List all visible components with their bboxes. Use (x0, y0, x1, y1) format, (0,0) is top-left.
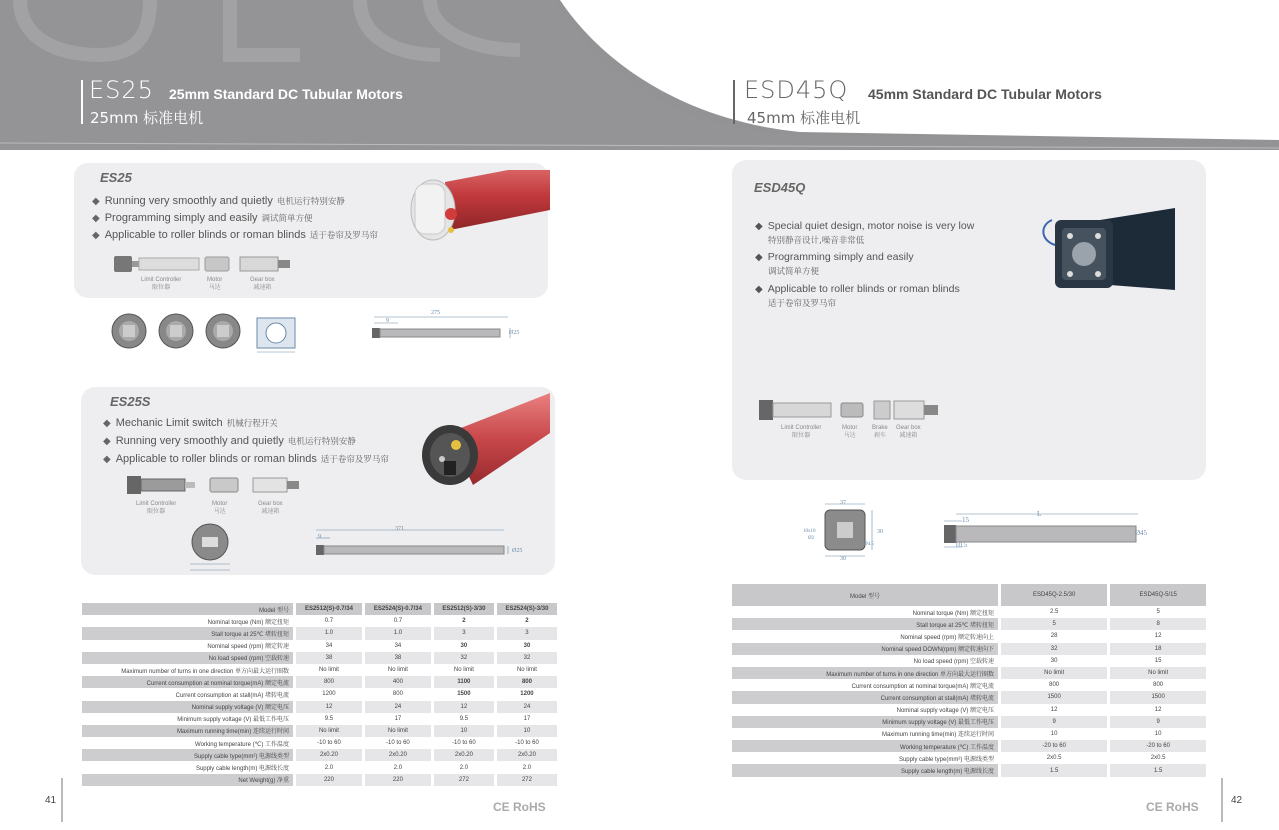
table-cell: 34 (365, 640, 431, 652)
table-cell: 272 (497, 774, 557, 786)
table-cell: 10 (497, 725, 557, 737)
table-cell: -10 to 60 (365, 737, 431, 749)
table-cell: 38 (296, 652, 362, 664)
es25-dimension-drawing (368, 308, 528, 353)
part-label: Motor 马达 (842, 425, 858, 439)
table-cell: 2x0.20 (497, 749, 557, 761)
table-cell: No limit (365, 664, 431, 676)
table-cell: 9.5 (296, 713, 362, 725)
table-header-model: ESD45Q-2.5/30 (1001, 584, 1107, 606)
table-cell: No limit (296, 725, 362, 737)
table-row (732, 667, 1206, 679)
table-cell: -20 to 60 (1001, 740, 1107, 752)
table-row (732, 752, 1206, 764)
page-divider (1221, 778, 1223, 822)
es25-end-views (105, 308, 305, 356)
table-cell: 800 (365, 688, 431, 700)
dim-diameter: Ø25 (509, 330, 520, 336)
table-cell: 30 (434, 640, 494, 652)
table-row-label: Minimum supply voltage (V) 最低工作电压 (82, 713, 293, 725)
feature-item: ◆ Applicable to roller blinds or roman blinds 适于卷帘及罗马帘 (103, 453, 389, 465)
table-row-label: Nominal torque (Nm) 额定扭矩 (82, 615, 293, 627)
table-cell: No limit (434, 664, 494, 676)
table-cell: 32 (497, 652, 557, 664)
rohs-mark: CE RoHS (493, 800, 546, 814)
table-cell: 1.5 (1110, 764, 1206, 776)
dim-offset: 9 (386, 318, 389, 324)
dim-length: 275 (431, 310, 440, 316)
table-row-label: Maximum number of turns in one direction 单方向最大运行圈数 (82, 664, 293, 676)
dim-bottom: 30 (840, 556, 846, 562)
table-cell: 17 (365, 713, 431, 725)
table-row-label: No load speed (rpm) 空载转速 (82, 652, 293, 664)
part-label: Gear box 减速箱 (250, 277, 275, 291)
feature-item: ◆ Programming simply and easily 调试简单方便 (755, 251, 914, 277)
table-cell: -20 to 60 (1110, 740, 1206, 752)
table-cell: No limit (296, 664, 362, 676)
table-row (732, 691, 1206, 703)
table-row-label: Current consumption at stall(mA) 堵转电流 (732, 691, 998, 703)
esd45q-parts-image (757, 398, 947, 424)
table-row-label: Nominal speed DOWN(rpm) 额定转速向下 (732, 643, 998, 655)
table-row-label: Current consumption at nominal torque(mA) 额定电流 (82, 676, 293, 688)
table-header-row (82, 603, 557, 615)
product-title-en-right: 45mm Standard DC Tubular Motors (868, 86, 1102, 102)
esd45q-dimension-drawing (938, 508, 1148, 553)
table-row (82, 676, 557, 688)
feature-item: ◆ Programming simply and easily 调试简单方便 (92, 212, 313, 224)
feature-item: ◆ Applicable to roller blinds or roman blinds 适于卷帘及罗马帘 (755, 283, 960, 309)
table-row-label: Supply cable type(mm²) 电源线类型 (82, 749, 293, 761)
table-row-label: Nominal speed (rpm) 额定转速向上 (732, 630, 998, 642)
table-cell: No limit (497, 664, 557, 676)
product-title-cn-right: 45mm 标准电机 (747, 109, 861, 127)
table-cell: 12 (296, 701, 362, 713)
table-cell: 12 (1110, 630, 1206, 642)
table-row (732, 643, 1206, 655)
dim-right: 30 (877, 529, 883, 535)
table-cell: 2 (497, 615, 557, 627)
table-row-label: Working temperature (℃) 工作温度 (732, 740, 998, 752)
table-cell: 800 (1110, 679, 1206, 691)
table-cell: 800 (497, 676, 557, 688)
table-cell: 1500 (1001, 691, 1107, 703)
table-cell: 10 (1001, 728, 1107, 740)
table-cell: 0.7 (296, 615, 362, 627)
es25-spec-table (82, 603, 557, 786)
product-title-en: 25mm Standard DC Tubular Motors (169, 86, 403, 102)
table-row (732, 630, 1206, 642)
table-cell: 9 (1110, 716, 1206, 728)
table-row-label: Stall torque at 25℃ 堵转扭矩 (732, 618, 998, 630)
table-row-label: Maximum number of turns in one direction 单方向最大运行圈数 (732, 667, 998, 679)
es25-parts-image (112, 253, 297, 278)
table-cell: 2.0 (434, 761, 494, 773)
dim-top: 37 (840, 500, 846, 506)
dim-left1: 10x10 (803, 529, 816, 534)
table-row (82, 688, 557, 700)
esd45q-spec-table (732, 584, 1206, 777)
table-cell: 0.7 (365, 615, 431, 627)
table-row-label: Current consumption at stall(mA) 堵转电流 (82, 688, 293, 700)
part-label: Brake 刹车 (872, 425, 888, 439)
table-row-label: Stall torque at 25℃ 堵转扭矩 (82, 627, 293, 639)
table-row (732, 679, 1206, 691)
page-divider (61, 778, 63, 822)
table-cell: 15 (1110, 655, 1206, 667)
table-row (82, 761, 557, 773)
table-cell: 2x0.5 (1110, 752, 1206, 764)
table-row-label: Maximum running time(min) 连续运行时间 (82, 725, 293, 737)
product-code-es25: ES25 (89, 76, 154, 104)
feature-item: ◆ Running very smoothly and quietly 电机运行特别安静 (103, 435, 356, 447)
table-cell: 1.5 (1001, 764, 1107, 776)
table-cell: 1200 (296, 688, 362, 700)
dim-d: Ø45 (1135, 529, 1148, 537)
feature-item: ◆ Applicable to roller blinds or roman blinds 适于卷帘及罗马帘 (92, 229, 378, 241)
table-header-label: Model 型号 (732, 584, 998, 606)
table-cell: No limit (1001, 667, 1107, 679)
table-cell: 32 (1001, 643, 1107, 655)
page-number-left: 41 (45, 795, 57, 806)
card-title: ESD45Q (754, 180, 806, 195)
table-cell: 3 (497, 627, 557, 639)
table-cell: 800 (296, 676, 362, 688)
table-cell: 272 (434, 774, 494, 786)
table-cell: 2.0 (296, 761, 362, 773)
table-cell: 12 (1110, 704, 1206, 716)
title-divider (81, 80, 83, 124)
rohs-mark: CE RoHS (1146, 800, 1199, 814)
part-label: Limit Controller 限位器 (141, 277, 182, 291)
es25-motor-image (405, 170, 550, 260)
table-row (732, 655, 1206, 667)
table-cell: 9.5 (434, 713, 494, 725)
es25s-dimension-drawing (310, 524, 530, 564)
table-cell: 2x0.20 (296, 749, 362, 761)
table-cell: 34 (296, 640, 362, 652)
table-cell: 38 (365, 652, 431, 664)
table-row (82, 737, 557, 749)
table-cell: 9 (1001, 716, 1107, 728)
table-cell: 220 (296, 774, 362, 786)
table-row (732, 716, 1206, 728)
table-cell: No limit (365, 725, 431, 737)
table-row (732, 740, 1206, 752)
table-row (82, 749, 557, 761)
table-row (732, 764, 1206, 776)
product-title-cn: 25mm 标准电机 (90, 109, 204, 127)
table-cell: 17 (497, 713, 557, 725)
table-row (82, 615, 557, 627)
table-cell: 8 (1110, 618, 1206, 630)
table-row-label: No load speed (rpm) 空载转速 (732, 655, 998, 667)
table-cell: 1100 (434, 676, 494, 688)
part-label: Limit Controller 限位器 (136, 501, 177, 515)
table-cell: 30 (1001, 655, 1107, 667)
table-cell: 12 (1001, 704, 1107, 716)
table-row (82, 664, 557, 676)
es25s-parts-image (125, 473, 310, 499)
table-cell: 12 (434, 701, 494, 713)
table-cell: 5 (1001, 618, 1107, 630)
table-cell: 28 (1001, 630, 1107, 642)
table-cell: 32 (434, 652, 494, 664)
table-row-label: Nominal torque (Nm) 额定扭矩 (732, 606, 998, 618)
table-cell: 10 (1110, 728, 1206, 740)
dim-l: L (1037, 510, 1042, 518)
dim-offset: 9 (318, 534, 321, 540)
table-header-label: Model 型号 (82, 603, 293, 615)
feature-item: ◆ Mechanic Limit switch 机械行程开关 (103, 417, 278, 429)
table-header-model: ES2524(S)-0.7/34 (365, 603, 431, 615)
dim-left2: Ø2 (808, 536, 815, 541)
part-label: Limit Controller 限位器 (781, 425, 822, 439)
card-title: ES25 (100, 170, 132, 185)
table-cell: 2x0.5 (1001, 752, 1107, 764)
dim-length: 371 (395, 526, 404, 532)
table-row-label: Nominal supply voltage (V) 额定电压 (82, 701, 293, 713)
table-cell: 24 (497, 701, 557, 713)
table-row (82, 640, 557, 652)
table-row-label: Nominal supply voltage (V) 额定电压 (732, 704, 998, 716)
table-cell: 220 (365, 774, 431, 786)
dim-b: 10.5 (955, 541, 968, 549)
table-cell: 1.0 (365, 627, 431, 639)
table-cell: 1.0 (296, 627, 362, 639)
table-cell: 30 (497, 640, 557, 652)
table-cell: 2 (434, 615, 494, 627)
table-cell: 2.5 (1001, 606, 1107, 618)
table-cell: 24 (365, 701, 431, 713)
esd45q-motor-image (1040, 200, 1175, 300)
dim-dia-small: Ø4.5 (864, 542, 874, 547)
table-row (732, 606, 1206, 618)
table-cell: 2.0 (365, 761, 431, 773)
table-row (82, 627, 557, 639)
table-cell: 1500 (434, 688, 494, 700)
table-cell: 400 (365, 676, 431, 688)
card-title: ES25S (110, 394, 151, 409)
feature-item: ◆ Special quiet design, motor noise is very low 特别静音设计,噪音非常低 (755, 220, 975, 246)
table-header-model: ES2512(S)-3/30 (434, 603, 494, 615)
table-row (82, 774, 557, 786)
table-cell: -10 to 60 (296, 737, 362, 749)
table-cell: 1200 (497, 688, 557, 700)
feature-item: ◆ Running very smoothly and quietly 电机运行特别安静 (92, 195, 345, 207)
table-row-label: Current consumption at nominal torque(mA) 额定电流 (732, 679, 998, 691)
table-header-row (732, 584, 1206, 606)
table-cell: 2x0.20 (365, 749, 431, 761)
table-cell: -10 to 60 (434, 737, 494, 749)
table-cell: 2x0.20 (434, 749, 494, 761)
table-row-label: Supply cable type(mm²) 电源线类型 (732, 752, 998, 764)
table-row-label: Supply cable length(m) 电源线长度 (82, 761, 293, 773)
table-row-label: Minimum supply voltage (V) 最低工作电压 (732, 716, 998, 728)
dim-a: 15 (962, 516, 969, 524)
table-cell: 2.0 (497, 761, 557, 773)
table-cell: 10 (434, 725, 494, 737)
table-row-label: Maximum running time(min) 连续运行时间 (732, 728, 998, 740)
table-row (732, 618, 1206, 630)
table-row (82, 701, 557, 713)
part-label: Gear box 减速箱 (258, 501, 283, 515)
es25s-end-view (185, 520, 245, 575)
table-header-model: ES2512(S)-0.7/34 (296, 603, 362, 615)
title-divider-right (733, 80, 735, 124)
table-row-label: Supply cable length(m) 电源线长度 (732, 764, 998, 776)
table-cell: 800 (1001, 679, 1107, 691)
table-cell: 1500 (1110, 691, 1206, 703)
page-number-right: 42 (1231, 795, 1243, 806)
part-label: Motor 马达 (212, 501, 228, 515)
table-cell: 3 (434, 627, 494, 639)
table-cell: -10 to 60 (497, 737, 557, 749)
table-header-model: ESD45Q-5/15 (1110, 584, 1206, 606)
table-cell: 5 (1110, 606, 1206, 618)
part-label: Gear box 减速箱 (896, 425, 921, 439)
table-row (82, 725, 557, 737)
table-row-label: Working temperature (℃) 工作温度 (82, 737, 293, 749)
product-code-esd45q: ESD45Q (744, 76, 849, 104)
dim-diameter: Ø25 (512, 548, 523, 554)
part-label: Motor 马达 (207, 277, 223, 291)
table-row-label: Nominal speed (rpm) 额定转速 (82, 640, 293, 652)
es25s-motor-image (418, 393, 550, 493)
table-header-model: ES2524(S)-3/30 (497, 603, 557, 615)
table-row (82, 652, 557, 664)
table-row (82, 713, 557, 725)
table-row (732, 704, 1206, 716)
table-cell: 18 (1110, 643, 1206, 655)
table-row (732, 728, 1206, 740)
table-cell: No limit (1110, 667, 1206, 679)
table-row-label: Net Weight(g) 净重 (82, 774, 293, 786)
